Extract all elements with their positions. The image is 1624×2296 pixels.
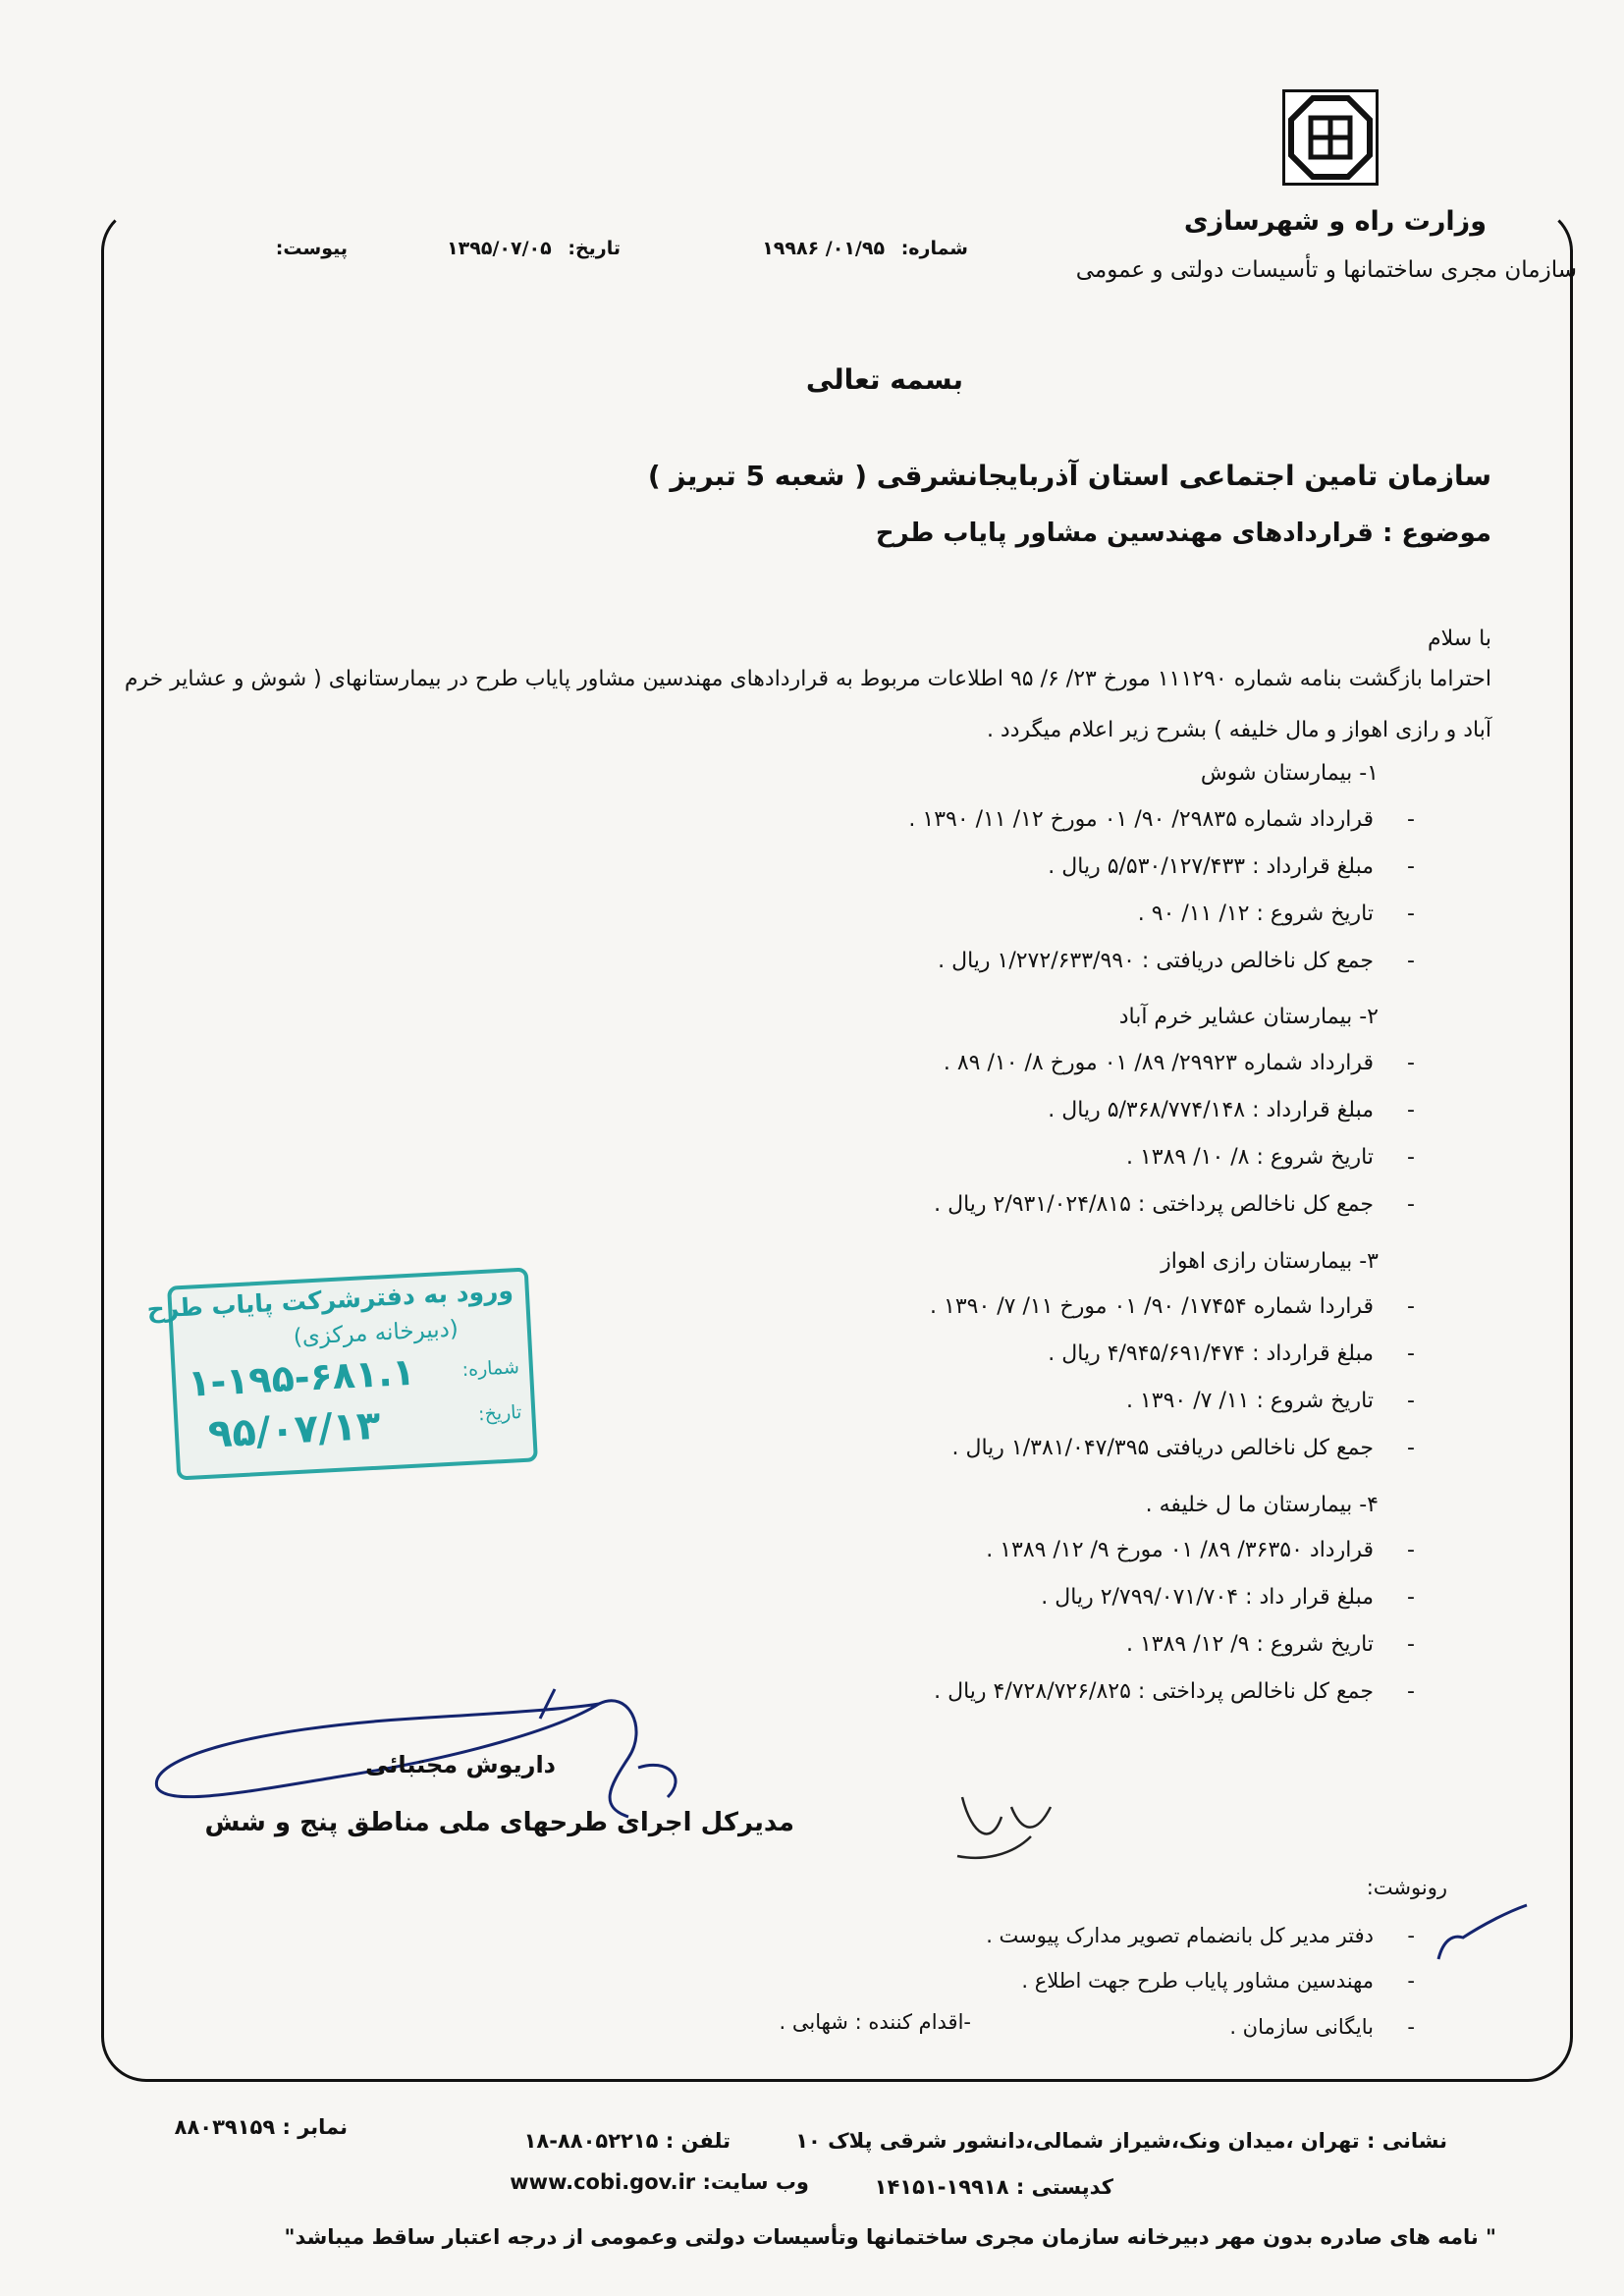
intro-paragraph: احتراما بازگشت بنامه شماره ۱۱۱۲۹۰ مورخ ۲۳/ ۶/ ۹۵ اطلاعات مربوط به قراردادهای مهندسین مشاور پایاب طرح در بیمارستانهای ( شوش و عشایر خرم آباد و رازی اهواز و مال خلیفه ) بشرح زیر اعلام میگردد . <box>124 667 1491 742</box>
ministry-name: وزارت راه و شهرسازی <box>1183 206 1487 237</box>
footer-validity-notice: " نامه های صادره بدون مهر دبیرخانه سازمان مجری ساختمانها وتأسیسات دولتی وعمومی از درجه اعتبار ساقط میباشد" <box>284 2225 1496 2249</box>
stamp-date-value: ۹۵/۰۷/۱۳ <box>206 1402 382 1457</box>
footer-phone <box>524 2129 731 2153</box>
cc-item: - دفتر مدیر کل بانضمام تصویر مدارک پیوست . <box>986 1924 1374 1947</box>
section-1-item: - جمع کل ناخالص دریافتی : ۱/۲۷۲/۶۳۳/۹۹۰ ریال . <box>938 949 1374 973</box>
letter-date-label: تاریخ: <box>568 238 621 259</box>
signer-title: مدیرکل اجرای طرحهای ملی مناطق پنج و شش <box>204 1808 794 1837</box>
section-1-title: ۱- بیمارستان شوش <box>1200 761 1379 786</box>
footer-postal <box>875 2175 1113 2199</box>
section-4-item: - جمع کل ناخالص پرداختی : ۴/۷۲۸/۷۲۶/۸۲۵ ریال . <box>934 1679 1374 1704</box>
section-2-title: ۲- بیمارستان عشایر خرم آباد <box>1118 1005 1379 1029</box>
stamp-number-label: شماره: <box>461 1356 520 1382</box>
footer-fax <box>175 2115 348 2139</box>
stamp-date-label: تاریخ: <box>477 1401 522 1426</box>
frame-gap <box>101 206 1093 209</box>
letter-number-label: شماره: <box>900 238 968 259</box>
stamp-number-value: ۱-۱۹۵-۶۸۱.۱ <box>187 1349 416 1405</box>
stamp-line-2: (دبیرخانه مرکزی) <box>293 1316 460 1351</box>
footer-website-label: وب سایت: <box>702 2170 809 2194</box>
signer-name: داریوش مجتبائی <box>365 1751 556 1778</box>
organization-name: سازمان مجری ساختمانها و تأسیسات دولتی و عمومی <box>1075 257 1577 283</box>
section-4-title: ۴- بیمارستان ما ل خلیفه . <box>1145 1493 1379 1517</box>
section-1-item: - مبلغ قرارداد : ۵/۵۳۰/۱۲۷/۴۳۳ ریال . <box>1048 854 1374 879</box>
section-1-item: - قرارداد شماره ۲۹۸۳۵/ ۹۰/ ۰۱ مورخ ۱۲/ ۱۱/ ۱۳۹۰ . <box>908 807 1374 832</box>
recipient: سازمان تامین اجتماعی استان آذربایجانشرقی ( شعبه 5 تبریز ) <box>647 460 1491 492</box>
footer-postal-label: کدپستی : <box>1015 2175 1113 2199</box>
footer-postal-value: ۱۹۹۱۸-۱۴۱۵۱ <box>874 2175 1009 2199</box>
cc-check-drawing <box>1434 1900 1532 1969</box>
footer-phone-label: تلفن : <box>665 2129 731 2153</box>
section-2-item: - مبلغ قرارداد : ۵/۳۶۸/۷۷۴/۱۴۸ ریال . <box>1048 1098 1374 1122</box>
section-3-item: - تاریخ شروع : ۱۱/ ۷/ ۱۳۹۰ . <box>1126 1389 1374 1413</box>
action-by: -اقدام کننده : شهابی . <box>779 2010 971 2034</box>
greeting: با سلام <box>1427 627 1491 651</box>
letter-number-value: ۰۱/۹۵/ ۱۹۹۸۶ <box>762 238 886 259</box>
section-4-item: - مبلغ قرار داد : ۲/۷۹۹/۰۷۱/۷۰۴ ریال . <box>1041 1585 1374 1610</box>
basmala: بسمه تعالی <box>805 363 963 396</box>
section-2-item: - تاریخ شروع : ۸/ ۱۰/ ۱۳۸۹ . <box>1126 1145 1374 1170</box>
footer-fax-label: نمابر : <box>282 2115 348 2139</box>
section-4-item: - تاریخ شروع : ۹/ ۱۲/ ۱۳۸۹ . <box>1126 1632 1374 1657</box>
section-3-item: - مبلغ قرارداد : ۴/۹۴۵/۶۹۱/۴۷۴ ریال . <box>1048 1341 1374 1366</box>
footer-fax-value: ۸۸۰۳۹۱۵۹ <box>174 2115 276 2139</box>
received-stamp <box>145 1268 538 1481</box>
letter-date-value: ۱۳۹۵/۰۷/۰۵ <box>447 238 552 259</box>
footer-website <box>510 2170 809 2194</box>
cc-item: - مهندسین مشاور پایاب طرح جهت اطلاع . <box>1021 1969 1374 1993</box>
attachment-label: پیوست: <box>275 238 348 259</box>
section-2-item: - جمع کل ناخالص پرداختی : ۲/۹۳۱/۰۲۴/۸۱۵ ریال . <box>934 1192 1374 1217</box>
ministry-logo <box>1282 89 1379 186</box>
footer-website-link[interactable]: www.cobi.gov.ir <box>510 2170 696 2194</box>
cc-label: رونوشت: <box>1366 1876 1447 1899</box>
section-3-item: - قرار‌دا شماره ۱۷۴۵۴/ ۹۰/ ۰۱ مورخ ۱۱/ ۷/ ۱۳۹۰ . <box>930 1294 1374 1319</box>
initials-drawing <box>943 1777 1070 1866</box>
section-2-item: - قرارداد شماره ۲۹۹۲۳/ ۸۹/ ۰۱ مورخ ۸/ ۱۰/ ۸۹ . <box>944 1051 1374 1075</box>
footer-phone-value: ۸۸۰۵۲۲۱۵-۱۸ <box>523 2129 659 2153</box>
subject: موضوع : قراردادهای مهندسین مشاور پایاب طرح <box>875 519 1491 548</box>
section-1-item: - تاریخ شروع : ۱۲/ ۱۱/ ۹۰ . <box>1138 902 1374 926</box>
section-3-item: - جمع کل ناخالص دریافتی ۱/۳۸۱/۰۴۷/۳۹۵ ریال . <box>952 1436 1375 1460</box>
stamp-line-1: ورود به دفترشرکت پایاب طرح <box>145 1276 514 1324</box>
cc-item: - بایگانی سازمان . <box>1229 2015 1374 2039</box>
footer-address: نشانی : تهران ،میدان ونک،شیراز شمالی،دانشور شرقی پلاک ۱۰ <box>795 2129 1447 2153</box>
section-3-title: ۳- بیمارستان رازی اهواز <box>1161 1249 1379 1274</box>
section-4-item: - قرارداد ۳۶۳۵۰/ ۸۹/ ۰۱ مورخ ۹/ ۱۲/ ۱۳۸۹ . <box>986 1538 1374 1562</box>
